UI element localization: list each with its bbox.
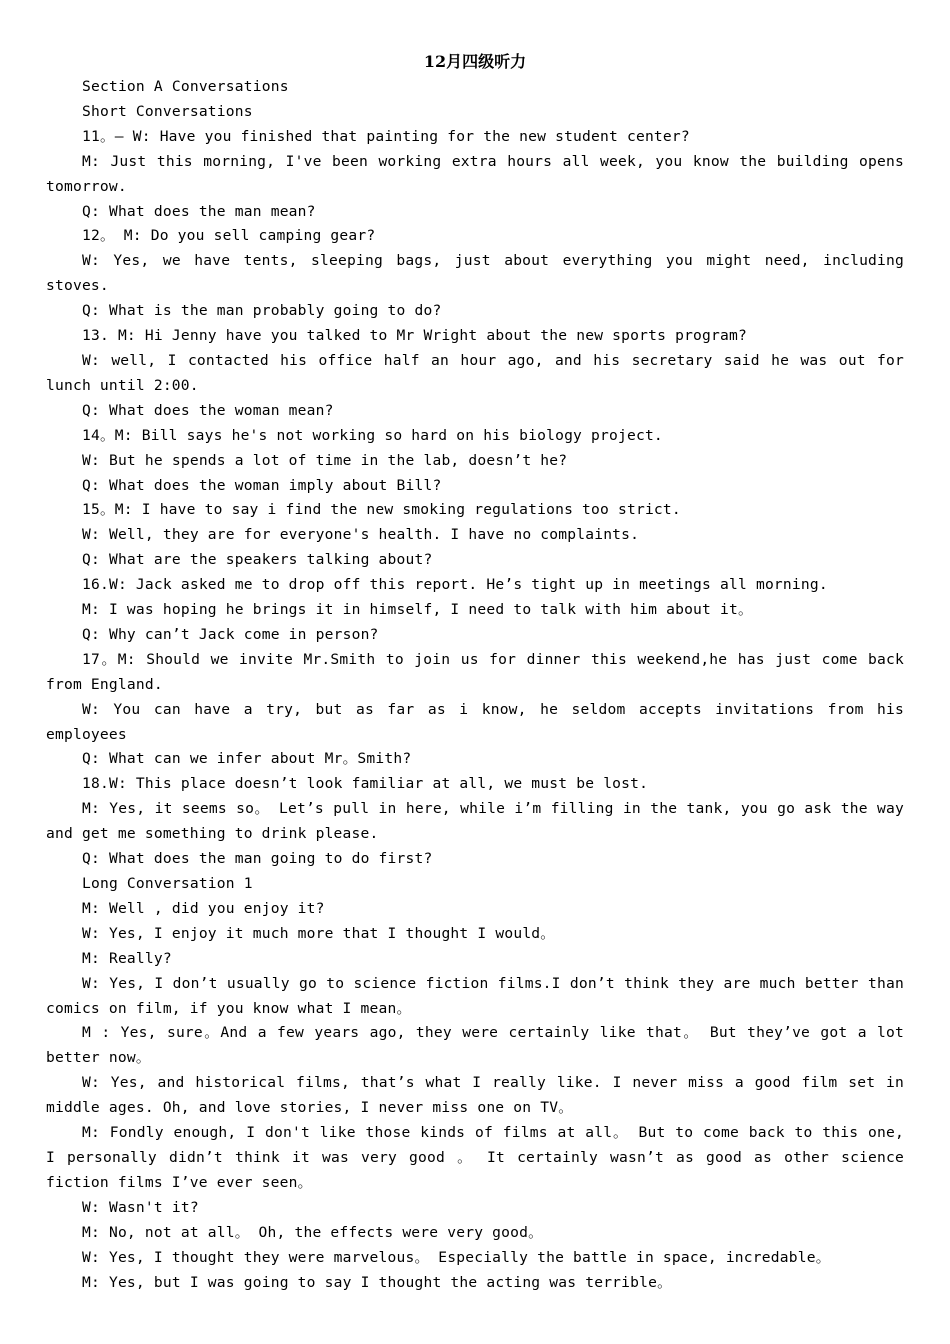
text-line: 15。M: I have to say i find the new smoking regulations too strict. [82, 501, 681, 519]
text-line: Q: What does the man mean? [82, 202, 316, 220]
text-line: Short Conversations [82, 102, 253, 120]
text-line: 11。— W: Have you finished that painting for the new student center? [82, 127, 690, 145]
text-line: W: But he spends a lot of time in the lab, doesn’t he? [82, 451, 568, 469]
text-line: Long Conversation 1 [82, 875, 253, 892]
text-line: W: Yes, I enjoy it much more that I thought I would。 [82, 924, 556, 942]
text-line: M: Just this morning, I've been working extra hours all week, you know the building opens tomorrow. [46, 152, 904, 195]
text-line: M: Yes, but I was going to say I thought the acting was terrible。 [82, 1273, 672, 1291]
text-line: 14。M: Bill says he's not working so hard on his biology project. [82, 426, 663, 444]
text-line: Q: What does the man going to do first? [82, 850, 433, 868]
text-line: 12。 M: Do you sell camping gear? [82, 227, 376, 245]
text-line: W: Well, they are for everyone's health. I have no complaints. [82, 526, 640, 544]
document-body [46, 75, 904, 1295]
text-line: 18.W: This place doesn’t look familiar at all, we must be lost. [82, 775, 649, 793]
text-line: W: Yes, we have tents, sleeping bags, just about everything you might need, including stoves. [46, 252, 904, 295]
text-line: 17。M: Should we invite Mr.Smith to join us for dinner this weekend,he has just come back from England. [46, 650, 904, 693]
text-line: Section A Conversations [82, 78, 289, 95]
text-line: M: Fondly enough, I don't like those kinds of films at all。 But to come back to this one, I personally didn’t think it was very good 。 It certainly wasn’t as good as other science fiction films I’ve ever seen。 [46, 1124, 904, 1191]
text-line: Q: What is the man probably going to do? [82, 302, 442, 320]
text-line: M: Really? [82, 949, 172, 967]
text-line: Q: What are the speakers talking about? [82, 551, 433, 569]
text-line: Q: What does the woman imply about Bill? [82, 476, 442, 494]
text-line: M: I was hoping he brings it in himself, I need to talk with him about it。 [82, 601, 753, 619]
text-line: W: well, I contacted his office half an hour ago, and his secretary said he was out for lunch until 2:00. [46, 351, 904, 394]
text-line: Q: What can we infer about Mr。Smith? [82, 750, 412, 768]
text-line: W: You can have a try, but as far as i know, he seldom accepts invitations from his employees [46, 700, 904, 743]
document-title: 12月四级听力 [423, 52, 527, 71]
text-line: W: Wasn't it? [82, 1198, 199, 1216]
text-line: M: Yes, it seems so。 Let’s pull in here, while i’m filling in the tank, you go ask the way and get me something to drink please. [46, 800, 904, 843]
text-line: Q: Why can’t Jack come in person? [82, 625, 379, 643]
text-line: W: Yes, I thought they were marvelous。 Especially the battle in space, incredable。 [82, 1248, 831, 1266]
text-line: 13. M: Hi Jenny have you talked to Mr Wright about the new sports program? [82, 327, 747, 345]
text-line: W: Yes, and historical films, that’s what I really like. I never miss a good film set in middle ages. Oh, and love stories, I never miss one on TV。 [46, 1074, 904, 1117]
text-line: Q: What does the woman mean? [82, 401, 334, 419]
text-line: 16.W: Jack asked me to drop off this report. He’s tight up in meetings all morning. [82, 576, 828, 594]
text-line: M: No, not at all。 Oh, the effects were very good。 [82, 1223, 543, 1241]
text-line: M: Well , did you enjoy it? [82, 899, 325, 917]
text-line: M : Yes, sure。And a few years ago, they were certainly like that。 But they’ve got a lot better now。 [46, 1024, 904, 1067]
text-line: W: Yes, I don’t usually go to science fiction films.I don’t think they are much better than comics on film, if you know what I mean。 [46, 974, 904, 1017]
